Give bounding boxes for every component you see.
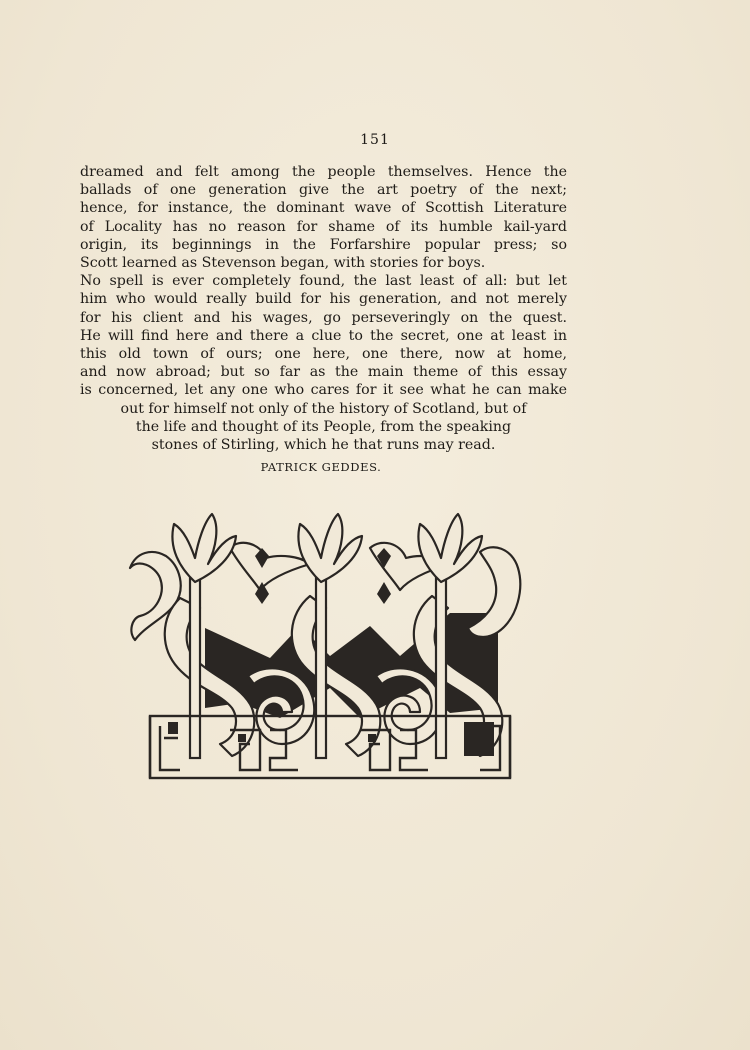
paragraph-2 <box>80 272 567 454</box>
text-line: of Locality has no reason for shame of its humble kail-yard <box>80 218 567 235</box>
essay-text <box>80 163 567 454</box>
celtic-lily-ornament-icon <box>120 508 530 783</box>
text-line: this old town of ours; one here, one there, now at home, <box>80 346 567 363</box>
text-line: him who would really build for his generation, and not merely <box>80 291 567 308</box>
paragraph-1 <box>80 163 567 272</box>
text-line: out for himself not only of the history of Scotland, but of <box>120 400 527 417</box>
text-line: No spell is ever completely found, the last least of all: but let <box>80 273 567 290</box>
text-line: origin, its beginnings in the Forfarshire popular press; so <box>80 236 567 253</box>
text-line: stones of Stirling, which he that runs may read. <box>151 437 496 454</box>
text-line: He will find here and there a clue to the secret, one at least in <box>80 327 567 344</box>
text-line: Scott learned as Stevenson began, with stories for boys. <box>80 255 486 272</box>
page-number: 151 <box>360 132 390 148</box>
text-line: is concerned, let any one who cares for it see what he can make <box>80 382 567 399</box>
text-line: the life and thought of its People, from the speaking <box>135 418 512 435</box>
text-line: hence, for instance, the dominant wave of Scottish Literature <box>80 200 567 217</box>
text-line: and now abroad; but so far as the main theme of this essay <box>80 364 567 381</box>
text-line: for his client and his wages, go perseveringly on the quest. <box>80 309 567 326</box>
text-line: dreamed and felt among the people themselves. Hence the <box>80 164 567 180</box>
author-signature: PATRICK GEDDES. <box>260 460 382 474</box>
text-line: ballads of one generation give the art poetry of the next; <box>80 182 567 199</box>
